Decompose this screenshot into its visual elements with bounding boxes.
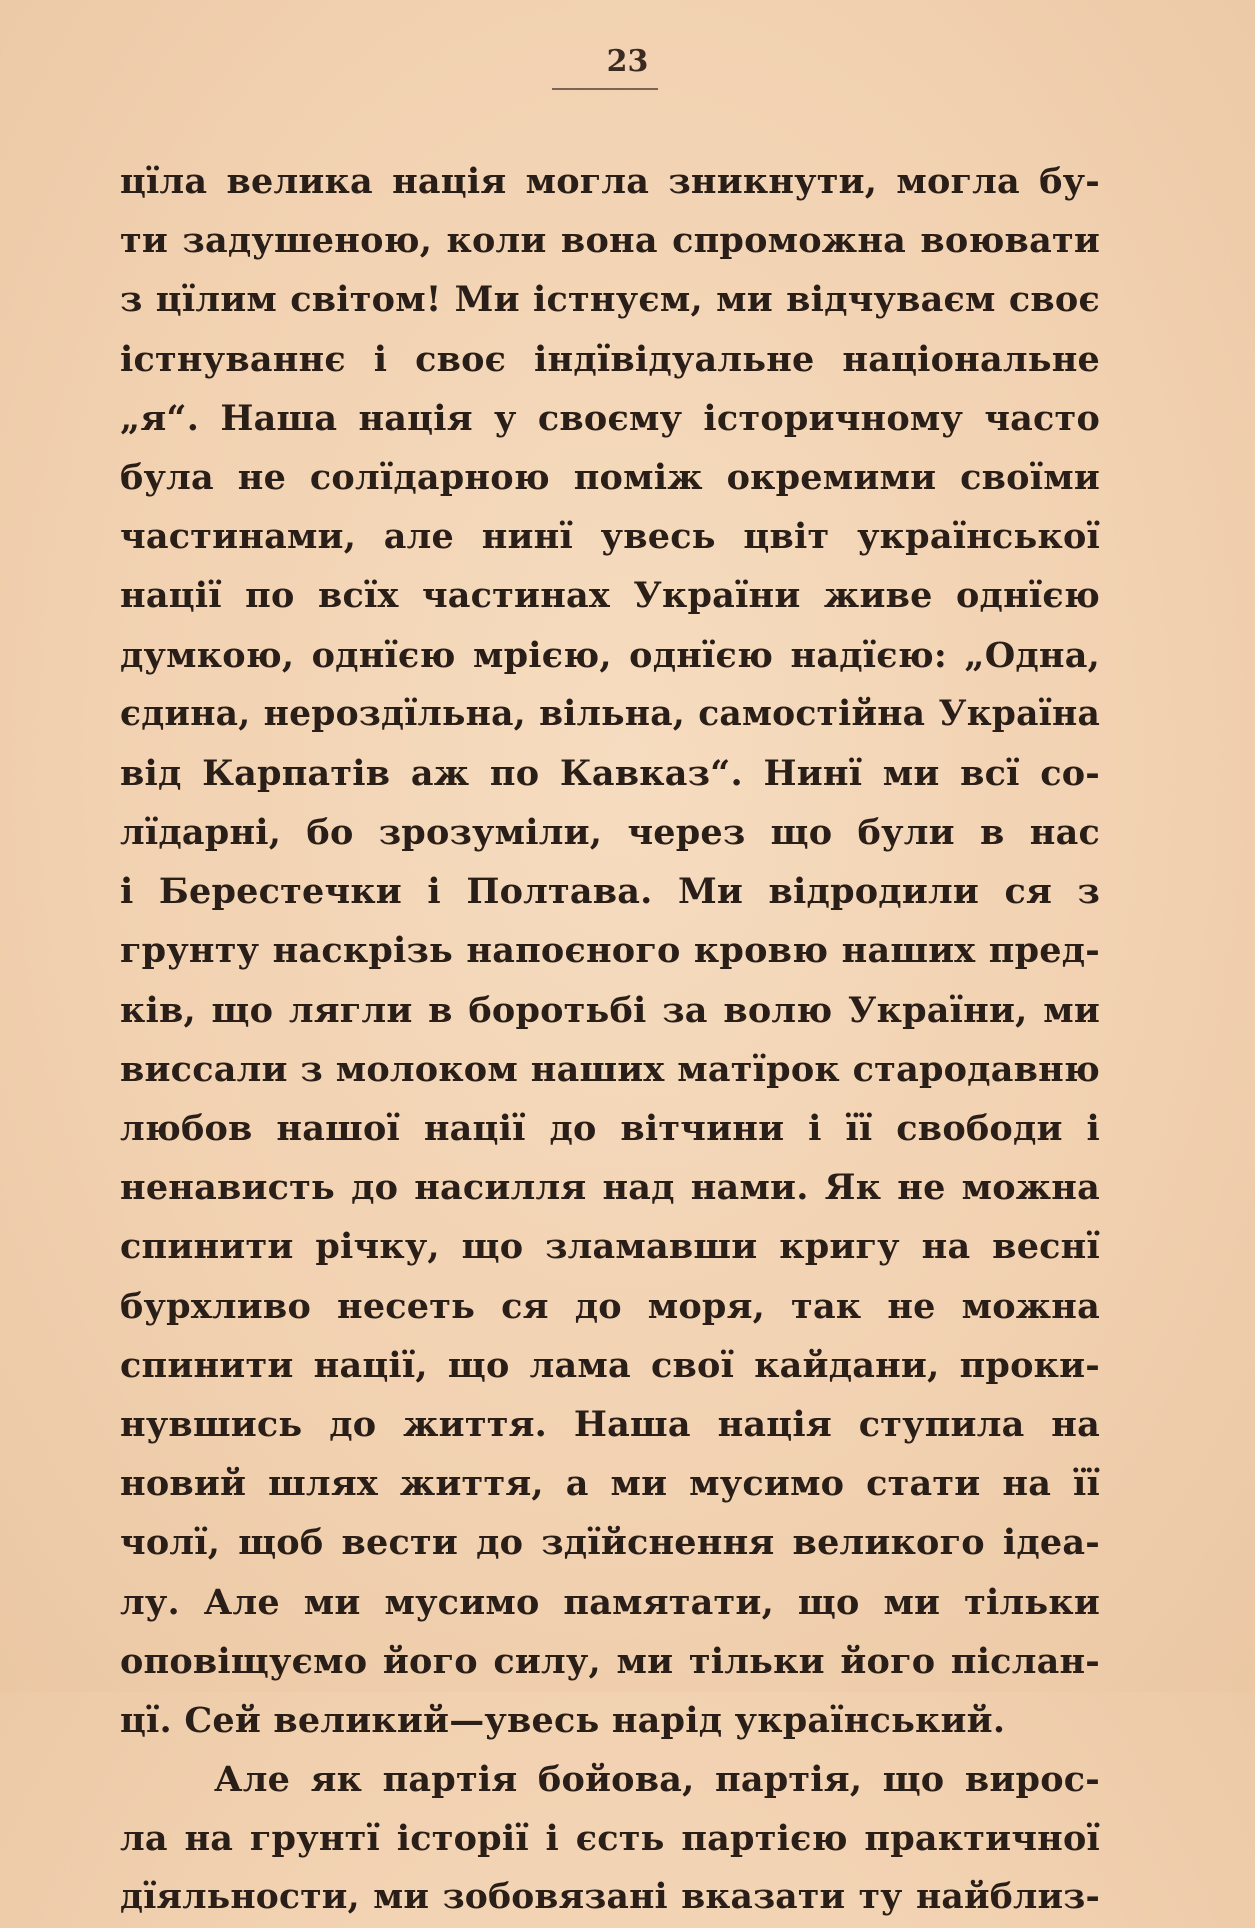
text-line: думкою, однїєю мрією, однїєю надїєю: „Одна, <box>120 634 1100 676</box>
text-line: частинами, але нинї увесь цвіт української <box>120 516 1100 558</box>
text-line: нації по всїх частинах України живе однїєю <box>120 575 1100 617</box>
text-line: спинити річку, що зламавши кригу на веснї <box>120 1226 1100 1268</box>
text-line: ла на грунтї історії і єсть партією практичної <box>120 1818 1100 1860</box>
text-line: ти задушеною, коли вона спроможна воювати <box>120 220 1100 262</box>
text-line: „я“. Наша нація у своєму історичному часто <box>120 397 1100 439</box>
text-line: виссали з молоком наших матїрок стародавню <box>120 1048 1100 1090</box>
text-line: новий шлях життя, а ми мусимо стати на її <box>120 1463 1100 1505</box>
text-line: лу. Але ми мусимо памятати, що ми тільки <box>120 1581 1100 1623</box>
text-line: оповіщуємо його силу, ми тільки його післан- <box>120 1640 1100 1682</box>
paragraph-start-line: Але як партія бойова, партія, що вирос- <box>214 1759 1100 1801</box>
text-line: грунту наскрізь напоєного кровю наших пред- <box>120 930 1100 972</box>
text-line: ків, що лягли в боротьбі за волю України, ми <box>120 989 1100 1031</box>
text-line: і Берестечки і Полтава. Ми відродили ся з <box>120 871 1100 913</box>
text-line: спинити нації, що лама свої кайдани, проки- <box>120 1344 1100 1386</box>
text-line: цїла велика нація могла зникнути, могла бу- <box>120 161 1100 202</box>
text-line: від Карпатів аж по Кавказ“. Нинї ми всї со- <box>120 752 1100 794</box>
text-line: з цїлим світом! Ми істнуєм, ми відчуваєм своє <box>120 279 1100 321</box>
text-line: лїдарні, бо зрозуміли, через що були в нас <box>120 812 1100 854</box>
text-line: єдина, нероздїльна, вільна, самостійна Україна <box>120 693 1100 734</box>
text-line: істнуваннє і своє індївідуальне національне <box>120 338 1100 380</box>
paragraph-end-line: цї. Сей великий—увесь нарід український. <box>120 1699 1006 1741</box>
page-number-rule <box>552 88 658 90</box>
text-line: нувшись до життя. Наша нація ступила на <box>120 1403 1100 1445</box>
text-line: ненависть до насилля над нами. Як не можна <box>120 1167 1100 1209</box>
text-line: любов нашої нації до вітчини і її свободи і <box>120 1108 1100 1149</box>
text-line: була не солїдарною поміж окремими своїми <box>120 456 1100 498</box>
text-line: дїяльности, ми зобовязані вказати ту найблиз- <box>120 1877 1100 1918</box>
text-line: бурхливо несеть ся до моря, так не можна <box>120 1285 1100 1327</box>
text-line: чолї, щоб вести до здїйснення великого ідеа- <box>120 1522 1100 1564</box>
body-text <box>120 152 1100 1928</box>
page-number: 23 <box>606 44 649 79</box>
